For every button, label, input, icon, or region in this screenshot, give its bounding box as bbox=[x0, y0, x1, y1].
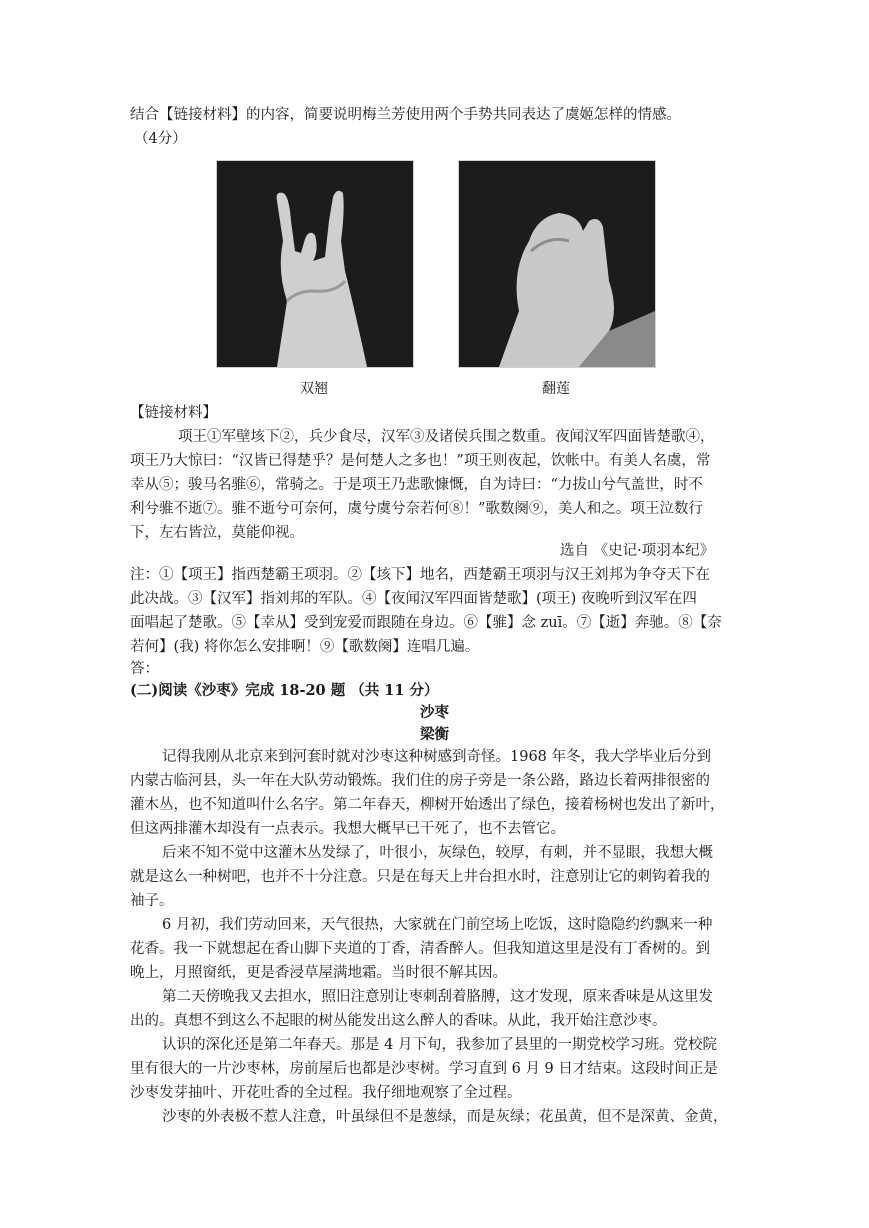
paragraph-line: 出的。真想不到这么不起眼的树丛能发出这么醉人的香味。从此，我开始注意沙枣。 bbox=[130, 1013, 667, 1029]
caption-fanlian: 翻莲 bbox=[542, 381, 570, 397]
paragraph-line: 沙枣发芽抽叶、开花吐香的全过程。我仔细地观察了全过程。 bbox=[130, 1085, 522, 1101]
paragraph-line: 灌木丛，也不知道叫什么名字。第二年春天，柳树开始透出了绿色，接着杨树也发出了新叶， bbox=[130, 797, 725, 813]
paragraph-line: 晚上，月照窗纸，更是香浸草屋满地霜。当时很不解其因。 bbox=[130, 965, 507, 981]
article-author: 梁衡 bbox=[420, 726, 449, 743]
paragraph-line: 但这两排灌木却没有一点表示。我想大概早已干死了，也不去管它。 bbox=[130, 821, 565, 837]
link-material-line: 下，左右皆泣，莫能仰视。 bbox=[130, 525, 304, 541]
link-material-line: 项王①军壁垓下②，兵少食尽，汉军③及诸侯兵围之数重。夜闻汉军四面皆楚歌④， bbox=[178, 429, 715, 445]
section-heading: (二)阅读《沙枣》完成 18-20 题 （共 11 分） bbox=[130, 682, 439, 699]
note-line: 注：①【项王】指西楚霸王项羽。②【垓下】地名，西楚霸王项羽与汉王刘邦为争夺天下在 bbox=[130, 567, 710, 583]
paragraph-line: 里有很大的一片沙枣林，房前屋后也都是沙枣树。学习直到 6 月 9 日才结束。这段时间正是 bbox=[130, 1061, 718, 1077]
link-material-line: 幸从⑤；骏马名骓⑥，常骑之。于是项王乃悲歌慷慨，自为诗曰：“力拔山兮气盖世，时不 bbox=[130, 477, 703, 493]
note-line: 此决战。③【汉军】指刘邦的军队。④【夜闻汉军四面皆楚歌】(项王) 夜晚听到汉军在四 bbox=[130, 591, 697, 607]
paragraph-line: 6 月初，我们劳动回来，天气很热，大家就在门前空场上吃饭，这时隐隐约约飘来一种 bbox=[162, 917, 713, 933]
question-prompt: 结合【链接材料】的内容，简要说明梅兰芳使用两个手势共同表达了虞姬怎样的情感。 bbox=[130, 107, 681, 123]
link-material-line: 利兮骓不逝⑦。骓不逝兮可奈何，虞兮虞兮奈若何⑧！”歌数阕⑨，美人和之。项王泣数行 bbox=[130, 501, 703, 517]
paragraph-line: 沙枣的外表极不惹人注意，叶虽绿但不是葱绿，而是灰绿；花虽黄，但不是深黄、金黄， bbox=[162, 1109, 728, 1125]
paragraph-line: 袖子。 bbox=[130, 893, 174, 909]
photo-shuangqiao bbox=[216, 160, 414, 368]
hand-gesture-shuangqiao-image bbox=[217, 161, 413, 367]
paragraph-line: 后来不知不觉中这灌木丛发绿了，叶很小，灰绿色，较厚，有刺，并不显眼，我想大概 bbox=[162, 845, 713, 861]
article-title: 沙枣 bbox=[420, 704, 449, 721]
paragraph-line: 认识的深化还是第二年春天。那是 4 月下旬，我参加了县里的一期党校学习班。党校院 bbox=[162, 1037, 717, 1053]
paragraph-line: 花香。我一下就想起在香山脚下夹道的丁香，清香醉人。但我知道这里是没有丁香树的。到 bbox=[130, 941, 710, 957]
paragraph-line: 内蒙古临河县，头一年在大队劳动锻炼。我们住的房子旁是一条公路，路边长着两排很密的 bbox=[130, 773, 710, 789]
paragraph-line: 第二天傍晚我又去担水，照旧注意别让枣刺刮着胳膊，这才发现，原来香味是从这里发 bbox=[162, 989, 713, 1005]
hand-gesture-fanlian-image bbox=[459, 161, 655, 367]
photo-fanlian bbox=[458, 160, 656, 368]
source-citation: 选自 《史记·项羽本纪》 bbox=[560, 543, 715, 559]
link-material-heading: 【链接材料】 bbox=[130, 405, 217, 421]
note-line: 若何】(我) 将你怎么安排啊！⑨【歌数阕】连唱几遍。 bbox=[130, 639, 480, 655]
question-score: （4分） bbox=[134, 131, 187, 147]
paragraph-line: 就是这么一种树吧，也并不十分注意。只是在每天上井台担水时，注意别让它的刺钩着我的 bbox=[130, 869, 710, 885]
answer-label: 答： bbox=[130, 661, 159, 677]
note-line: 面唱起了楚歌。⑤【幸从】受到宠爱而跟随在身边。⑥【骓】念 zuī。⑦【逝】奔驰。⑧【奈 bbox=[130, 615, 722, 631]
paragraph-line: 记得我刚从北京来到河套时就对沙枣这种树感到奇怪。1968 年冬，我大学毕业后分到 bbox=[162, 749, 712, 765]
caption-shuangqiao: 双翘 bbox=[300, 381, 328, 397]
link-material-line: 项王乃大惊曰：“汉皆已得楚乎？是何楚人之多也！”项王则夜起，饮帐中。有美人名虞，常 bbox=[130, 453, 711, 469]
